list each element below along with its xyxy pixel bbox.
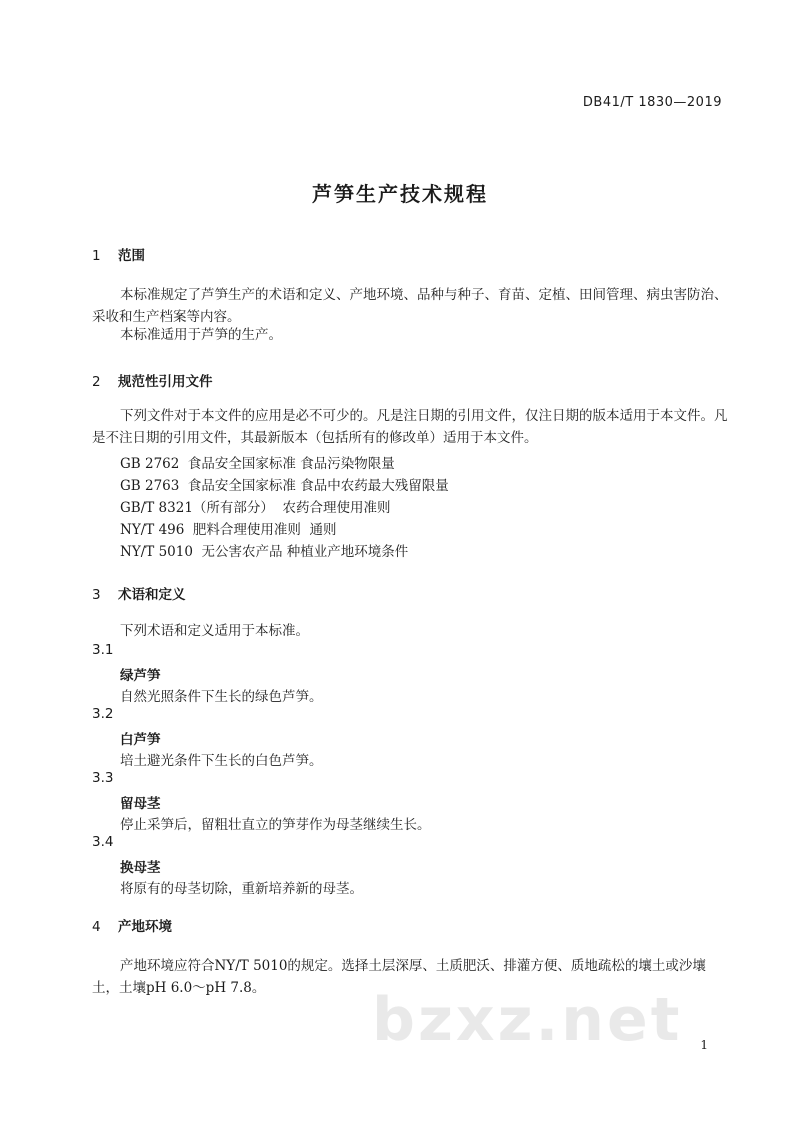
section-title: 规范性引用文件 (118, 374, 213, 390)
term-number: 3.2 (92, 706, 114, 722)
term-number: 3.3 (92, 770, 114, 786)
term-name: 白芦笋 (120, 732, 161, 748)
section-heading-environment (92, 915, 172, 935)
section-title: 术语和定义 (118, 587, 186, 603)
document-title: 芦笋生产技术规程 (312, 182, 488, 206)
paragraph: 本标准适用于芦笋的生产。 (120, 327, 282, 343)
reference-item: NY/T 5010 无公害农产品 种植业产地环境条件 (120, 544, 409, 560)
term-name: 换母茎 (120, 860, 161, 876)
term-definition: 培土避光条件下生长的白色芦笋。 (120, 753, 323, 769)
paragraph: 本标准规定了芦笋生产的术语和定义、产地环境、品种与种子、育苗、定植、田间管理、病虫害防治、采收和生产档案等内容。 (92, 287, 728, 325)
term-number: 3.4 (92, 834, 114, 850)
section-heading-terms (92, 583, 186, 603)
paragraph: 下列文件对于本文件的应用是必不可少的。凡是注日期的引用文件，仅注日期的版本适用于本文件。凡是不注日期的引用文件，其最新版本（包括所有的修改单）适用于本文件。 (92, 408, 728, 446)
section-title: 产地环境 (118, 919, 172, 935)
term-definition: 停止采笋后，留粗壮直立的笋芽作为母茎继续生长。 (120, 817, 431, 833)
section-title: 范围 (118, 248, 145, 264)
section-heading-references (92, 370, 213, 390)
term-name: 绿芦笋 (120, 668, 161, 684)
standard-code: DB41/T 1830—2019 (582, 95, 722, 110)
term-definition: 自然光照条件下生长的绿色芦笋。 (120, 689, 323, 705)
page-number: 1 (700, 1038, 708, 1052)
section-number: 4 (92, 919, 101, 935)
section-number: 3 (92, 587, 101, 603)
paragraph: 下列术语和定义适用于本标准。 (120, 623, 309, 639)
section-heading-scope (92, 244, 145, 264)
term-definition: 将原有的母茎切除，重新培养新的母茎。 (120, 881, 363, 897)
term-number: 3.1 (92, 642, 114, 658)
watermark: bzxz.net (372, 985, 683, 1055)
paragraph: 产地环境应符合NY/T 5010的规定。选择土层深厚、土质肥沃、排灌方便、质地疏松的壤土或沙壤土，土壤pH 6.0～pH 7.8。 (92, 958, 706, 996)
reference-item: GB/T 8321（所有部分） 农药合理使用准则 (120, 500, 391, 516)
section-number: 1 (92, 248, 101, 264)
term-name: 留母茎 (120, 796, 161, 812)
section-number: 2 (92, 374, 101, 390)
reference-item: NY/T 496 肥料合理使用准则 通则 (120, 522, 337, 538)
reference-item: GB 2762 食品安全国家标准 食品污染物限量 (120, 456, 395, 472)
reference-item: GB 2763 食品安全国家标准 食品中农药最大残留限量 (120, 478, 449, 494)
